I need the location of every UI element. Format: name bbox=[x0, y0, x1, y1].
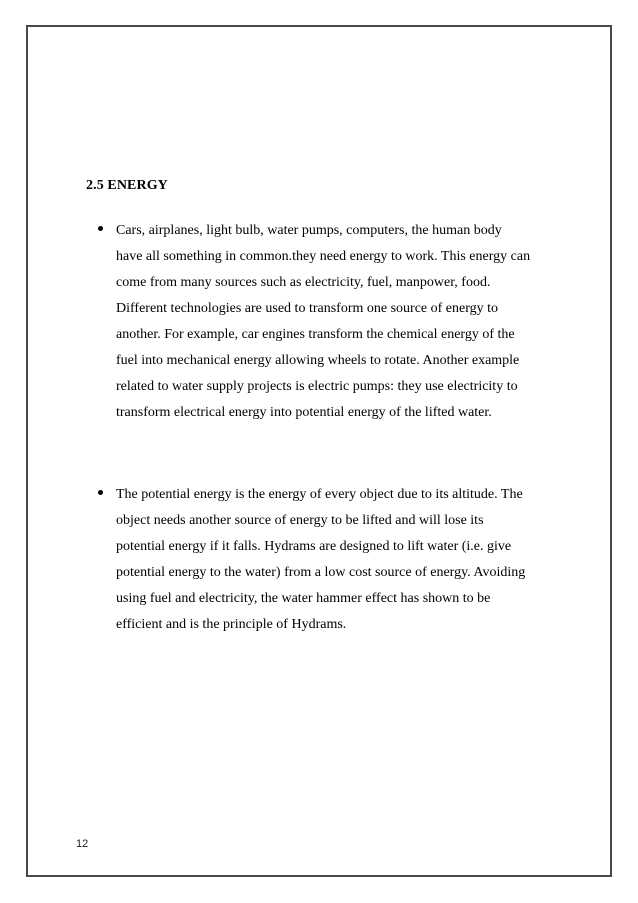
paragraph-line: using fuel and electricity, the water hammer effect has shown to be bbox=[116, 591, 491, 606]
bullet-paragraph bbox=[116, 218, 530, 426]
bullet-dot-icon bbox=[98, 226, 103, 231]
page-border bbox=[26, 25, 612, 877]
section-heading: 2.5 ENERGY bbox=[86, 178, 168, 193]
paragraph-line: another. For example, car engines transform the chemical energy of the bbox=[116, 327, 515, 342]
paragraph-line: fuel into mechanical energy allowing wheels to rotate. Another example bbox=[116, 353, 520, 368]
paragraph-line: Cars, airplanes, light bulb, water pumps, computers, the human body bbox=[116, 223, 502, 238]
paragraph-line: come from many sources such as electricity, fuel, manpower, food. bbox=[116, 275, 491, 290]
bullet-paragraph bbox=[116, 482, 525, 638]
bullet-item bbox=[98, 482, 578, 638]
paragraph-line: efficient and is the principle of Hydrams. bbox=[116, 617, 347, 632]
paragraph-line: The potential energy is the energy of every object due to its altitude. The bbox=[116, 487, 523, 502]
paragraph-line: transform electrical energy into potential energy of the lifted water. bbox=[116, 405, 492, 420]
paragraph-line: related to water supply projects is electric pumps: they use electricity to bbox=[116, 379, 518, 394]
bullet-dot-icon bbox=[98, 490, 103, 495]
bullet-item bbox=[98, 218, 578, 426]
paragraph-line: object needs another source of energy to be lifted and will lose its bbox=[116, 513, 484, 528]
page-number: 12 bbox=[76, 838, 89, 850]
paragraph-line: potential energy to the water) from a low cost source of energy. Avoiding bbox=[116, 565, 526, 580]
paragraph-line: Different technologies are used to transform one source of energy to bbox=[116, 301, 499, 316]
paragraph-line: have all something in common.they need energy to work. This energy can bbox=[116, 249, 531, 264]
paragraph-line: potential energy if it falls. Hydrams are designed to lift water (i.e. give bbox=[116, 539, 512, 554]
